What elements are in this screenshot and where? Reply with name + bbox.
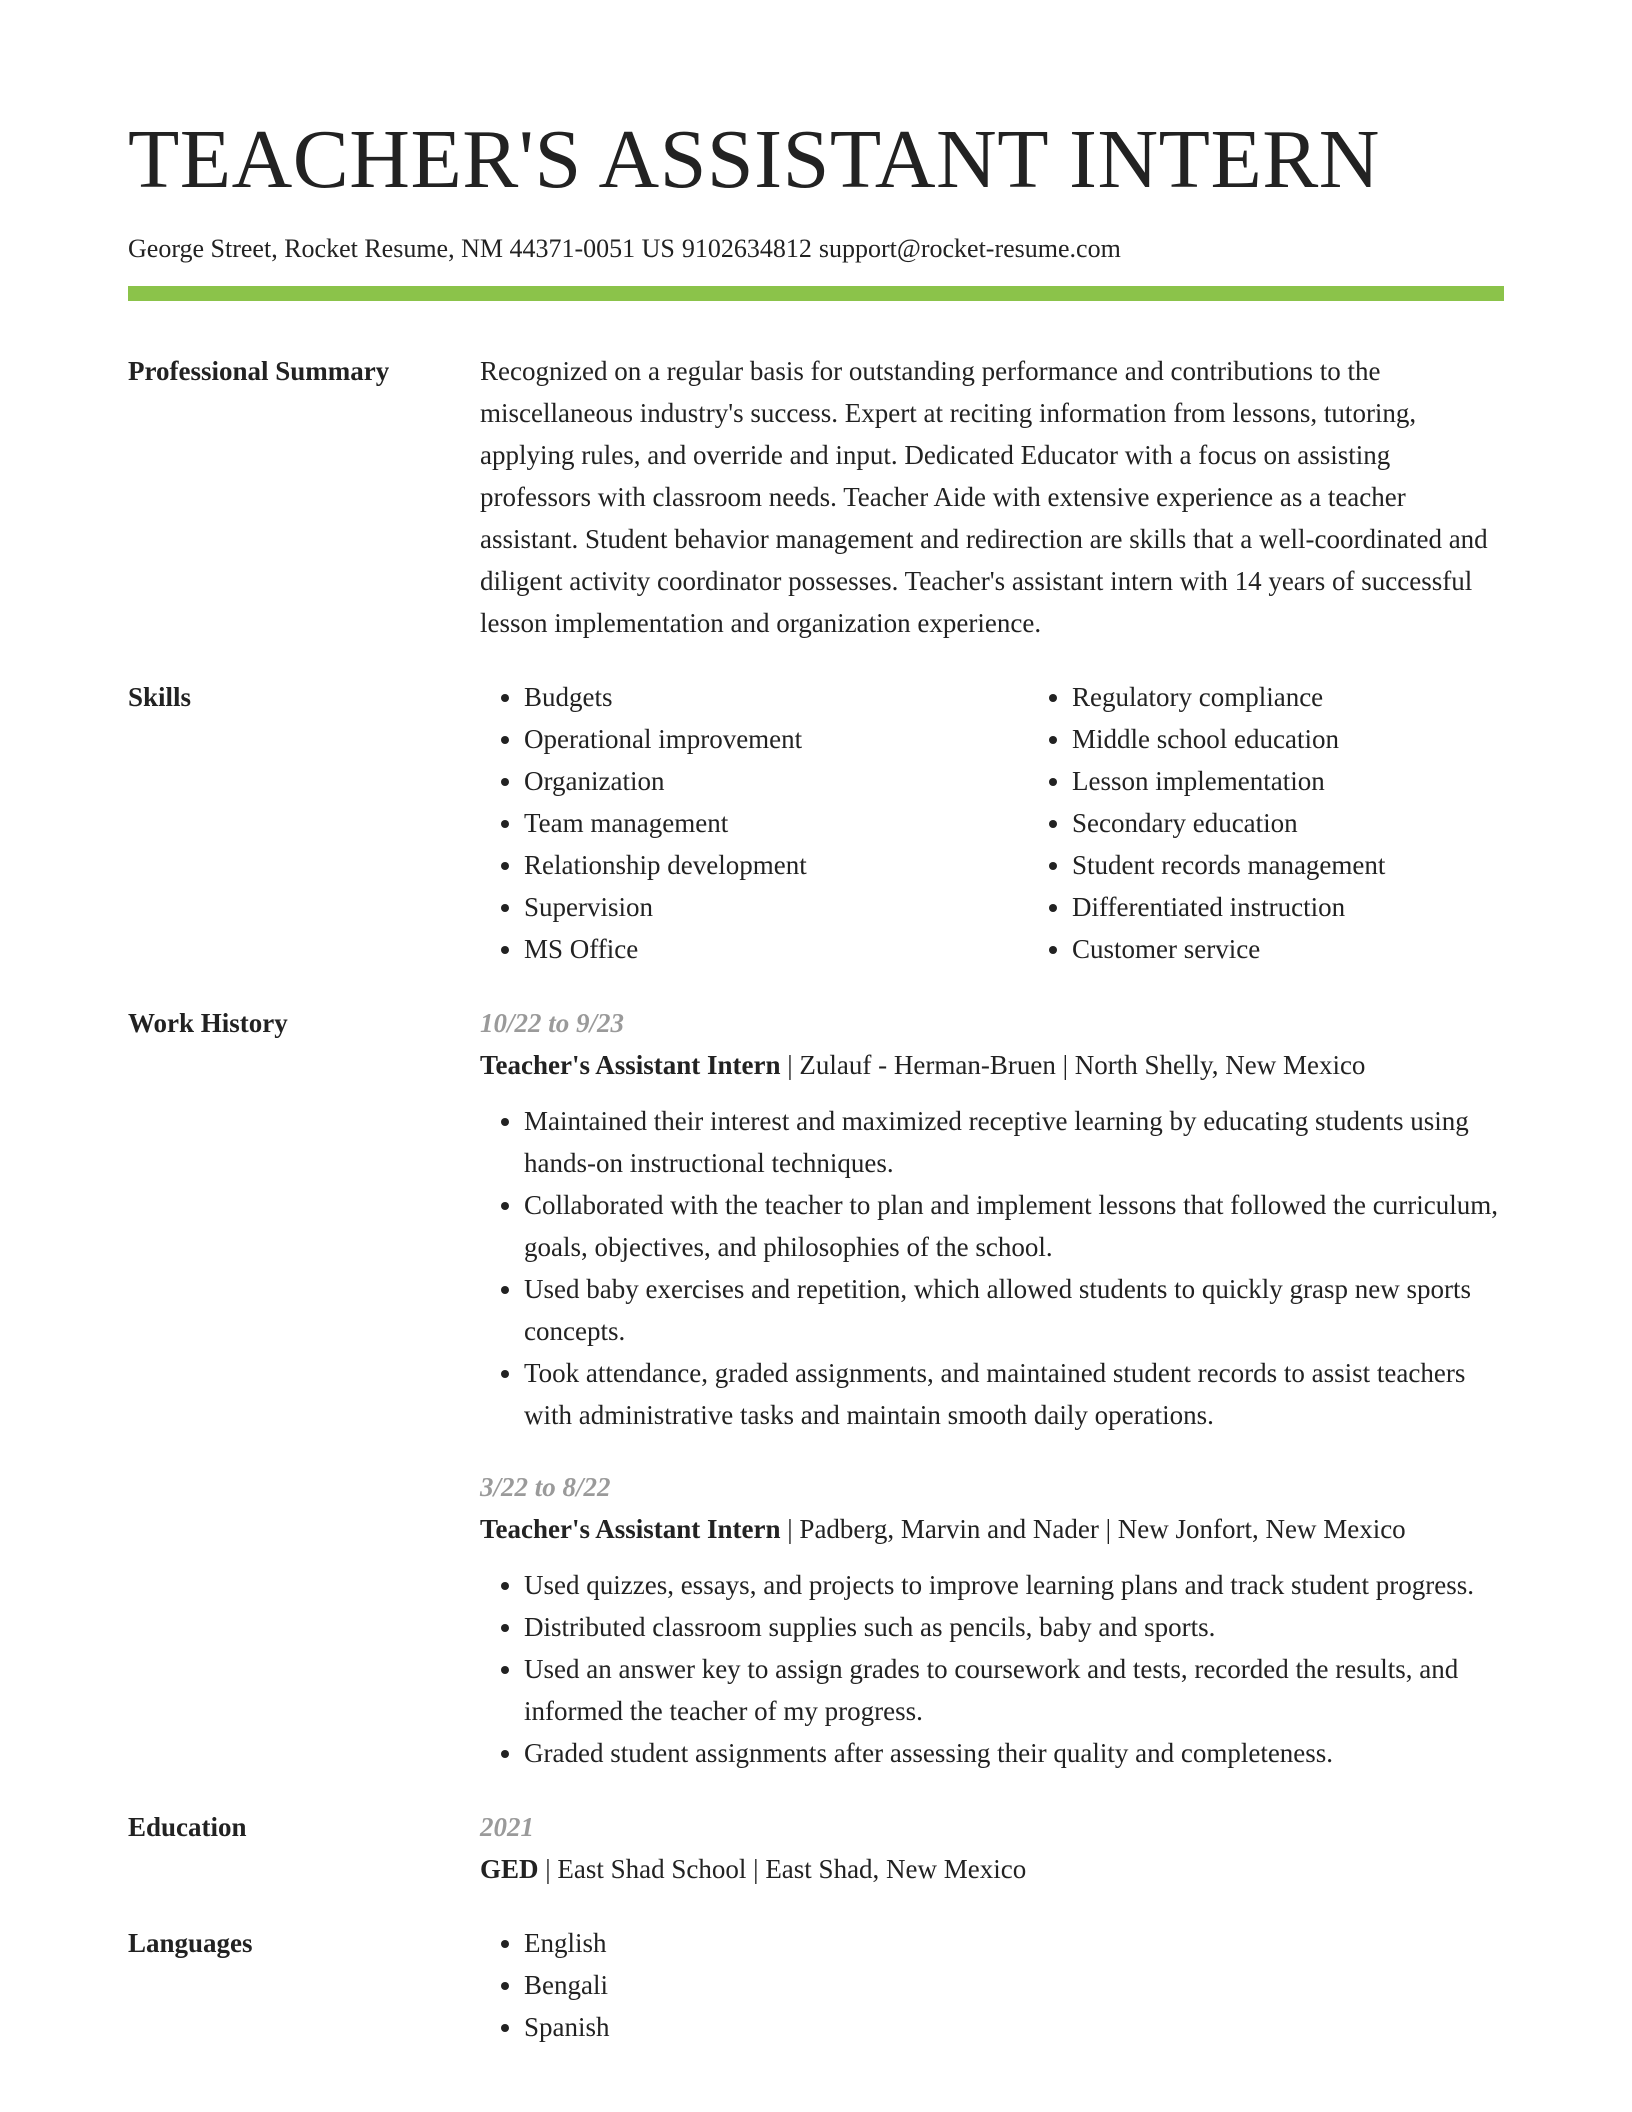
education-line [480, 1848, 1504, 1890]
skill-item: • Lesson implementation [1072, 760, 1576, 802]
skill-item: • Team management [524, 802, 1028, 844]
section-work-history [128, 1002, 1504, 1774]
language-item: • Bengali [524, 1964, 1504, 2006]
skills-list-right [1028, 676, 1576, 970]
job-bullet: • Maintained their interest and maximized receptive learning by educating students using hands-on instructional techniques. [524, 1100, 1504, 1184]
contact-phone: 9102634812 [681, 234, 812, 263]
section-professional-summary [128, 350, 1504, 644]
job-bullet: • Used an answer key to assign grades to coursework and tests, recorded the results, and informed the teacher of my progress. [524, 1648, 1504, 1732]
language-item: • English [524, 1922, 1504, 1964]
skill-item: • Customer service [1072, 928, 1576, 970]
section-body [480, 1806, 1504, 1890]
job-role: Teacher's Assistant Intern [480, 1050, 781, 1080]
skills-grid [480, 676, 1576, 970]
job-bullet: • Distributed classroom supplies such as pencils, baby and sports. [524, 1606, 1504, 1648]
education-school-location: | East Shad School | East Shad, New Mexico [538, 1854, 1027, 1884]
skill-item: • Organization [524, 760, 1028, 802]
section-skills [128, 676, 1504, 970]
job-bullet: • Used baby exercises and repetition, which allowed students to quickly grasp new sports concepts. [524, 1268, 1504, 1352]
skill-item: • Regulatory compliance [1072, 676, 1576, 718]
header-divider [128, 286, 1504, 301]
resume-name-heading: TEACHER'S ASSISTANT INTERN [128, 113, 1380, 206]
job-dates: 10/22 to 9/23 [480, 1008, 625, 1038]
skill-item: • Relationship development [524, 844, 1028, 886]
job-employer-location: | Zulauf - Herman-Bruen | North Shelly, New Mexico [780, 1050, 1366, 1080]
skill-item: • Budgets [524, 676, 1028, 718]
languages-list [480, 1922, 1504, 2048]
skill-item: • MS Office [524, 928, 1028, 970]
section-title: Education [128, 1812, 247, 1842]
section-body [480, 1002, 1504, 1774]
contact-line [128, 232, 1121, 266]
job-bullet: • Used quizzes, essays, and projects to improve learning plans and track student progress. [524, 1564, 1504, 1606]
job-bullet: • Graded student assignments after assessing their quality and completeness. [524, 1732, 1504, 1774]
contact-address: George Street, Rocket Resume, NM 44371-0051 US [128, 234, 675, 263]
section-languages [128, 1922, 1504, 2048]
job-bullet: • Collaborated with the teacher to plan and implement lessons that followed the curriculum, goals, objectives, and philosophies of the school. [524, 1184, 1504, 1268]
section-body [480, 1922, 1504, 2048]
job-employer-location: | Padberg, Marvin and Nader | New Jonfort, New Mexico [780, 1514, 1406, 1544]
section-title: Skills [128, 682, 192, 712]
job-role-line [480, 1044, 1504, 1086]
skill-item: • Differentiated instruction [1072, 886, 1576, 928]
job-bullets [480, 1100, 1504, 1436]
section-title: Work History [128, 1008, 288, 1038]
job-bullets [480, 1564, 1504, 1774]
job-dates: 3/22 to 8/22 [480, 1472, 611, 1502]
skill-item: • Secondary education [1072, 802, 1576, 844]
skill-item: • Operational improvement [524, 718, 1028, 760]
skill-item: • Supervision [524, 886, 1028, 928]
section-title: Professional Summary [128, 356, 390, 386]
language-item: • Spanish [524, 2006, 1504, 2048]
section-education [128, 1806, 1504, 1890]
job-role: Teacher's Assistant Intern [480, 1514, 781, 1544]
job-role-line [480, 1508, 1504, 1550]
contact-email: support@rocket-resume.com [818, 234, 1121, 263]
job-entry [480, 1002, 1504, 1436]
section-title: Languages [128, 1928, 253, 1958]
education-degree: GED [480, 1854, 539, 1884]
skills-list-left [480, 676, 1028, 970]
section-body [480, 350, 1504, 644]
education-year: 2021 [480, 1812, 534, 1842]
resume-sections [128, 350, 1504, 2048]
job-bullet: • Took attendance, graded assignments, and maintained student records to assist teachers with administrative tasks and maintain smooth daily operations. [524, 1352, 1504, 1436]
job-entry [480, 1466, 1504, 1774]
summary-text: Recognized on a regular basis for outstanding performance and contributions to the miscellaneous industry's success. Expert at reciting information from lessons, tutoring, applying rules, and override and input. Dedicated Educator with a focus on assisting professors with classroom needs. Teacher Aide with extensive experience as a teacher assistant. Student behavior management and redirection are skills that a well-coordinated and diligent activity coordinator possesses. Teacher's assistant intern with 14 years of successful lesson implementation and organization experience. [480, 356, 1488, 638]
skill-item: • Student records management [1072, 844, 1576, 886]
skill-item: • Middle school education [1072, 718, 1576, 760]
